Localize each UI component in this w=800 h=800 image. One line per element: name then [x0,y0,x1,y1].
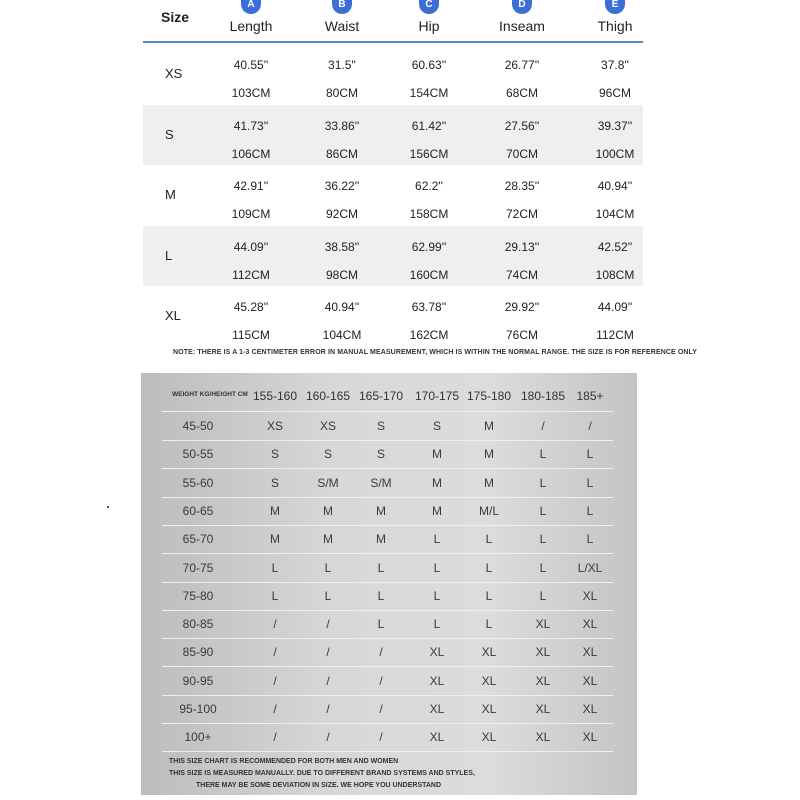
recommended-size: L [377,588,385,603]
column-badge: C [419,0,439,14]
recommended-size: XL [535,673,551,688]
weight-label: 65-70 [182,532,214,547]
recommended-size: / [273,730,277,745]
recommended-size: / [326,673,330,688]
cm-value: 158CM [409,207,449,221]
height-header: 185+ [576,389,604,403]
recommended-size: S [270,447,279,462]
cm-value: 108CM [595,267,635,282]
recommended-size: XL [535,617,551,632]
recommended-size: XL [481,645,497,660]
weight-label: 95-100 [179,702,217,716]
weight-label: 70-75 [182,560,214,575]
weight-label: 75-80 [182,588,214,603]
cm-value: 76CM [505,328,538,342]
recommended-size: XL [582,702,598,716]
recommended-size: L [377,617,385,632]
inch-value: 33.86'' [324,118,360,133]
recommended-size: XL [481,673,497,688]
recommended-size: L [485,588,493,603]
column-badge: E [605,0,625,14]
stray-dot [107,506,109,508]
inch-value: 27.56'' [504,118,540,133]
height-header: 180-185 [520,389,566,403]
column-label: Inseam [499,18,545,34]
column-label: Thigh [597,18,633,34]
weight-row [162,554,613,583]
recommended-size: / [379,730,383,745]
cm-value: 106CM [231,146,271,161]
inch-value: 29.92'' [504,300,540,314]
size-label: S [165,126,174,142]
recommended-size: L [485,617,493,632]
column-header-0 [211,0,291,34]
recommended-size: / [379,645,383,660]
recommended-size: XL [429,730,445,745]
column-header-4 [575,0,655,34]
column-label: Hip [418,18,440,34]
size-label: XS [165,66,183,81]
recommended-size: XL [582,673,598,688]
cm-value: 72CM [505,207,538,221]
recommended-size: S [323,447,332,462]
cm-value: 70CM [505,146,538,161]
recommended-size: S/M [370,475,392,490]
inch-value: 41.73'' [233,118,269,133]
inch-value: 42.91'' [233,179,269,193]
height-header: 165-170 [358,389,404,403]
inch-value: 61.42'' [411,118,447,133]
chart-note-3: THERE MAY BE SOME DEVIATION IN SIZE. WE HOPE YOU UNDERSTAND [196,782,442,789]
column-badge: B [332,0,352,14]
height-header: 160-165 [305,389,351,403]
measurement-note: NOTE: THERE IS A 1-3 CENTIMETER ERROR IN MANUAL MEASUREMENT, WHICH IS WITHIN THE NORMAL RANGE. THE SIZE IS FOR REFERENCE ONLY [173,349,698,356]
cm-value: 104CM [322,328,362,342]
column-header-1 [302,0,382,34]
weight-row [162,695,613,724]
recommended-size: M [270,532,280,547]
chart-note-1: THIS SIZE CHART IS RECOMMENDED FOR BOTH MEN AND WOMEN [169,758,399,765]
weight-label: 50-55 [182,447,214,462]
recommended-size: L [433,588,441,603]
weight-label: 60-65 [182,503,214,518]
weight-height-header-row [162,377,613,412]
weight-label: 100+ [184,730,212,745]
recommended-size: XL [535,645,551,660]
inch-value: 40.55'' [233,58,269,72]
cm-value: 98CM [325,267,358,282]
recommended-size: L [485,560,493,575]
recommended-size: XS [266,419,283,433]
inch-value: 40.94'' [597,179,633,193]
weight-row [162,638,613,667]
column-header-3 [482,0,562,34]
recommended-size: XL [429,702,445,716]
recommended-size: / [379,673,383,688]
recommended-size: L [586,475,594,490]
inch-value: 28.35'' [504,179,540,193]
height-header: 175-180 [466,389,512,403]
inch-value: 26.77'' [504,58,540,72]
size-row [143,286,643,346]
recommended-size: L [433,560,441,575]
weight-label: 45-50 [182,419,214,433]
recommended-size: XS [319,419,336,433]
inch-value: 36.22'' [324,179,360,193]
inch-value: 38.58'' [324,239,360,254]
recommended-size: M [270,503,280,518]
size-row [143,165,643,225]
column-badge: D [512,0,532,14]
recommended-size: L [324,588,332,603]
recommended-size: / [541,419,545,433]
recommended-size: M [323,503,333,518]
cm-value: 156CM [409,146,449,161]
recommended-size: L [586,503,594,518]
recommended-size: L [539,475,547,490]
recommended-size: M [323,532,333,547]
weight-row [162,667,613,696]
inch-value: 63.78'' [411,300,447,314]
measurement-size-chart [143,0,698,370]
weight-row [162,440,613,469]
cm-value: 109CM [231,207,271,221]
cm-value: 100CM [595,146,635,161]
column-header-2 [389,0,469,34]
recommended-size: M [432,503,442,518]
recommended-size: XL [481,730,497,745]
inch-value: 40.94'' [324,300,360,314]
cm-value: 104CM [595,207,635,221]
recommended-size: / [326,730,330,745]
recommended-size: XL [535,702,551,716]
cm-value: 92CM [325,207,358,221]
size-label: L [165,247,173,263]
recommended-size: L [433,617,441,632]
recommended-size: L [377,560,385,575]
column-label: Length [229,18,273,34]
recommended-size: L [539,503,547,518]
weight-label: 55-60 [182,475,214,490]
recommended-size: / [273,673,277,688]
recommended-size: / [273,702,277,716]
weight-label: 80-85 [182,617,214,632]
recommended-size: XL [582,730,598,745]
size-label: XL [165,308,181,323]
cm-value: 74CM [505,267,538,282]
inch-value: 42.52'' [597,239,633,254]
header-divider [143,41,643,43]
recommended-size: XL [481,702,497,716]
height-header: 155-160 [252,389,298,403]
inch-value: 39.37'' [597,118,633,133]
cm-value: 115CM [232,328,270,342]
size-label: M [165,187,176,202]
recommended-size: / [326,702,330,716]
recommended-size: L/XL [577,560,603,575]
recommended-size: L [539,447,547,462]
recommended-size: XL [429,645,445,660]
recommended-size: M [484,447,494,462]
cm-value: 154CM [409,86,449,100]
recommended-size: XL [582,645,598,660]
recommended-size: S [376,419,385,433]
recommended-size: M [484,475,494,490]
size-row [143,105,643,165]
weight-row [162,723,613,752]
recommended-size: L [324,560,332,575]
recommended-size: L [271,560,279,575]
inch-value: 62.99'' [411,239,447,254]
recommended-size: / [326,645,330,660]
recommended-size: XL [582,588,598,603]
inch-value: 44.09'' [597,300,633,314]
recommended-size: / [588,419,592,433]
chart-note-2: THIS SIZE IS MEASURED MANUALLY. DUE TO DIFFERENT BRAND SYSTEMS AND STYLES, [169,770,475,777]
recommended-size: L [485,532,493,547]
size-row [143,226,643,286]
inch-value: 60.63'' [411,58,447,72]
recommended-size: / [273,617,277,632]
recommended-size: M [484,419,494,433]
cm-value: 160CM [409,267,449,282]
recommended-size: / [273,645,277,660]
recommended-size: / [379,702,383,716]
recommended-size: S/M [317,475,339,490]
weight-height-chart [141,373,637,795]
inch-value: 37.8'' [601,58,629,72]
column-badge: A [241,0,261,14]
inch-value: 45.28'' [233,300,269,314]
recommended-size: M/L [478,503,499,518]
recommended-size: M [376,503,386,518]
cm-value: 96CM [598,86,631,100]
weight-row [162,469,613,498]
recommended-size: L [586,532,594,547]
recommended-size: S [432,419,441,433]
recommended-size: S [270,475,279,490]
weight-row [162,525,613,554]
recommended-size: / [326,617,330,632]
weight-row [162,497,613,526]
column-label: Waist [324,18,360,34]
cm-value: 68CM [505,86,538,100]
weight-height-grid [162,377,613,747]
cm-value: 112CM [596,328,634,342]
cm-value: 103CM [231,86,271,100]
recommended-size: L [539,588,547,603]
recommended-size: S [376,447,385,462]
weight-row [162,610,613,639]
recommended-size: XL [582,617,598,632]
inch-value: 29.13'' [504,239,540,254]
weight-label: 85-90 [182,645,214,660]
inch-value: 44.09'' [233,239,269,254]
recommended-size: L [433,532,441,547]
size-row [143,44,643,104]
inch-value: 62.2'' [415,179,443,193]
cm-value: 80CM [325,86,358,100]
weight-label: 90-95 [182,673,214,688]
recommended-size: L [539,560,547,575]
recommended-size: XL [429,673,445,688]
cm-value: 162CM [409,328,449,342]
recommended-size: M [432,447,442,462]
corner-label: WEIGHT KG/HEIGHT CM [172,391,248,398]
weight-row [162,582,613,611]
recommended-size: M [376,532,386,547]
cm-value: 112CM [232,267,270,282]
recommended-size: XL [535,730,551,745]
recommended-size: L [539,532,547,547]
inch-value: 31.5'' [328,58,356,72]
recommended-size: L [271,588,279,603]
size-column-header: Size [161,9,190,25]
recommended-size: M [432,475,442,490]
recommended-size: L [586,447,594,462]
cm-value: 86CM [325,146,358,161]
height-header: 170-175 [414,389,460,403]
weight-row [162,412,613,441]
